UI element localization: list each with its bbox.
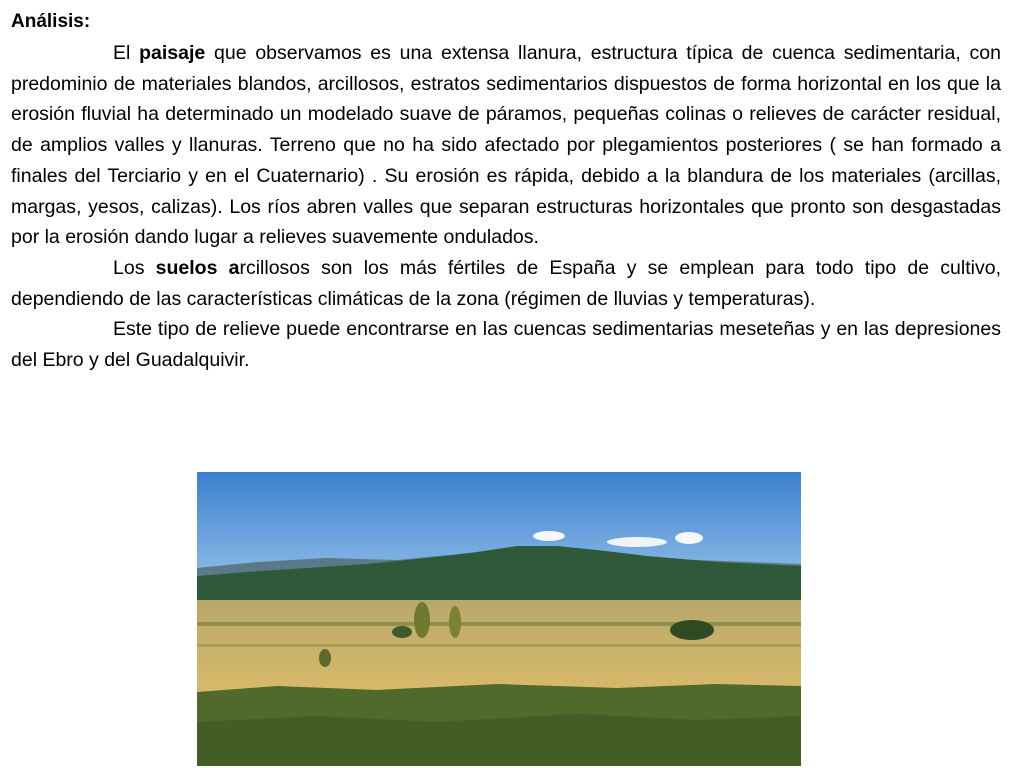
- keyword-suelos: suelos a: [155, 256, 240, 279]
- tree: [670, 620, 714, 640]
- section-heading: Análisis:: [11, 11, 91, 32]
- paragraph-landscape-body: que observamos es una extensa llanura, estructura típica de cuenca sedimentaria, con predominio de materiales blandos, arcillosos, estratos sedimentarios dispuestos de forma horizontal en los que la erosión fluvial ha determinado un modelado suave de páramos, pequeñas colinas o relieves de carácter residual, de amplios valles y llanuras. Terreno que no ha sido afectado por plegamientos posteriores ( se han formado a finales del Terciario y en el Cuaternario) . Su erosión es rápida, debido a la blandura de los materiales (arcillas, margas, yesos, calizas). Los ríos abren valles que separan estructuras horizontales que pronto son desgastadas por la erosión dando lugar a relieves suavemente ondulados.: [11, 42, 1001, 249]
- bush: [319, 649, 331, 667]
- cloud: [607, 537, 667, 547]
- landscape-photo: [197, 472, 801, 766]
- bush: [392, 626, 412, 638]
- analysis-text: [11, 38, 1001, 376]
- paragraph-landscape-intro: El: [113, 42, 140, 64]
- foreground-grass-dark: [197, 714, 801, 766]
- tree: [449, 606, 461, 638]
- paragraph-landscape: [11, 38, 1001, 253]
- paragraph-soils-intro: Los: [113, 256, 156, 279]
- tree: [414, 602, 430, 638]
- paragraph-soils: [11, 253, 1001, 314]
- cloud: [533, 531, 565, 541]
- landscape-illustration: [197, 472, 801, 766]
- keyword-paisaje: paisaje: [139, 42, 206, 64]
- cloud: [675, 532, 703, 544]
- hedgerow: [197, 644, 801, 647]
- paragraph-soils-body: rcillosos son los más fértiles de España y se emplean para todo tipo de cultivo, dependiendo de las características climáticas de la zona (régimen de lluvias y temperaturas).: [11, 256, 1001, 310]
- paragraph-location: Este tipo de relieve puede encontrarse en las cuencas sedimentarias meseteñas y en las depresiones del Ebro y del Guadalquivir.: [11, 318, 1001, 372]
